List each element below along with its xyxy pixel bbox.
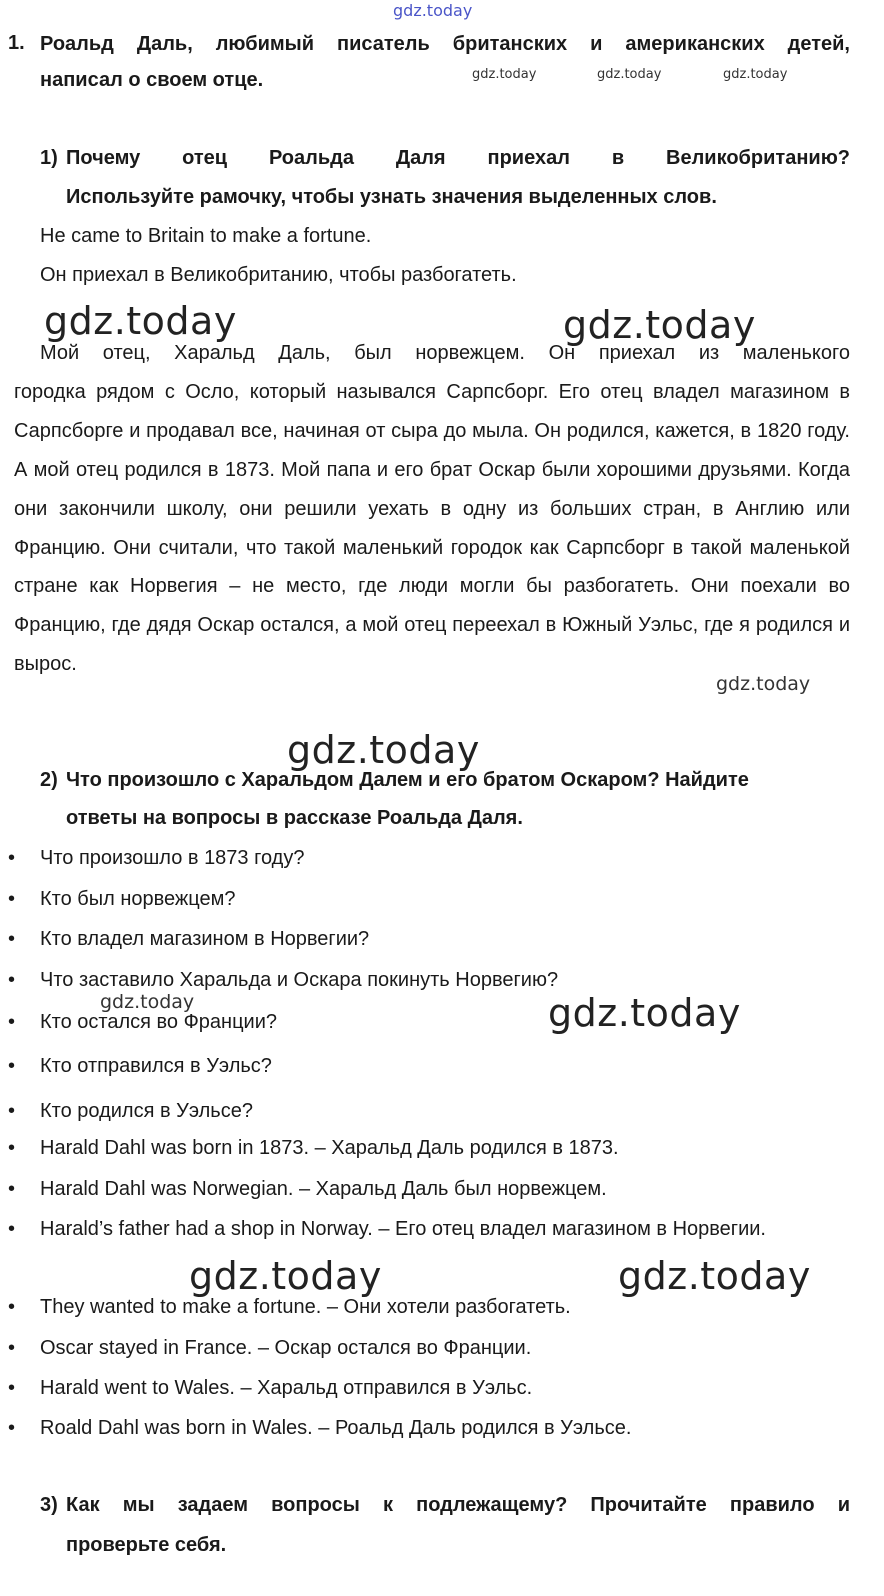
task1-question-line2: Используйте рамочку, чтобы узнать значения выделенных слов. xyxy=(66,186,717,208)
bullet-icon: • xyxy=(8,888,16,910)
bullet-icon: • xyxy=(8,1296,16,1318)
bullet-icon: • xyxy=(8,1337,16,1359)
watermark: gdz.today xyxy=(100,991,195,1013)
task3-number: 3) xyxy=(40,1494,58,1516)
bullet-icon: • xyxy=(8,1218,16,1240)
watermark: gdz.today xyxy=(287,728,480,772)
watermark: gdz.today xyxy=(393,1,473,20)
question-item: Что произошло в 1873 году? xyxy=(40,847,305,869)
answer-item: Roald Dahl was born in Wales. – Роальд Даль родился в Уэльсе. xyxy=(40,1417,632,1439)
watermark: gdz.today xyxy=(716,673,811,695)
answer-item: Harald Dahl was born in 1873. – Харальд Даль родился в 1873. xyxy=(40,1137,619,1159)
bullet-icon: • xyxy=(8,1055,16,1077)
task2-question-line2: ответы на вопросы в рассказе Роальда Даля. xyxy=(66,807,523,829)
bullet-icon: • xyxy=(8,969,16,991)
exercise-number: 1. xyxy=(8,32,25,54)
answer-item: Harald’s father had a shop in Norway. – Его отец владел магазином в Норвегии. xyxy=(40,1218,766,1240)
bullet-icon: • xyxy=(8,1417,16,1439)
answer-item: Oscar stayed in France. – Оскар остался во Франции. xyxy=(40,1337,532,1359)
bullet-icon: • xyxy=(8,1178,16,1200)
task2-question-line1: Что произошло с Харальдом Далем и его братом Оскаром? Найдите xyxy=(66,769,749,791)
bullet-icon: • xyxy=(8,1137,16,1159)
watermark: gdz.today xyxy=(618,1254,811,1298)
question-item: Кто родился в Уэльсе? xyxy=(40,1100,253,1122)
watermark: gdz.today xyxy=(723,67,788,82)
watermark: gdz.today xyxy=(597,67,662,82)
watermark: gdz.today xyxy=(472,67,537,82)
task1-answer-ru: Он приехал в Великобританию, чтобы разбогатеть. xyxy=(40,264,517,286)
answer-item: Harald went to Wales. – Харальд отправился в Уэльс. xyxy=(40,1377,533,1399)
bullet-icon: • xyxy=(8,1011,16,1033)
question-item: Кто владел магазином в Норвегии? xyxy=(40,928,370,950)
exercise-heading-line2: написал о своем отце. xyxy=(40,69,264,91)
bullet-icon: • xyxy=(8,1377,16,1399)
bullet-icon: • xyxy=(8,928,16,950)
bullet-icon: • xyxy=(8,1100,16,1122)
watermark: gdz.today xyxy=(563,303,756,347)
question-item: Что заставило Харальда и Оскара покинуть Норвегию? xyxy=(40,969,559,991)
story-first-line: Мой отец, Харальд Даль, был норвежцем. Он приехал из маленького xyxy=(40,342,850,364)
task1-question-line1: Почему отец Роальда Даля приехал в Великобританию? xyxy=(66,147,850,169)
task3-question-line1: Как мы задаем вопросы к подлежащему? Прочитайте правило и xyxy=(66,1494,850,1516)
task1-story-paragraph xyxy=(14,334,850,684)
answer-item: They wanted to make a fortune. – Они хотели разбогатеть. xyxy=(40,1296,571,1318)
task2-number: 2) xyxy=(40,769,58,791)
task3-question-line2: проверьте себя. xyxy=(66,1534,227,1556)
task1-number: 1) xyxy=(40,147,58,169)
watermark: gdz.today xyxy=(189,1254,382,1298)
story-body: городка рядом с Осло, который назывался Сарпсборг. Его отец владел магазином в Сарпсборге и продавал все, начиная от сыра до мыла. Он родился, кажется, в 1820 году. А мой отец родился в 1873. Мой папа и его брат Оскар были хорошими друзьями. Когда они закончили школу, они решили уехать в одну из больших стран, в Англию или Францию. Они считали, что такой маленький городок как Сарпсборг в такой маленькой стране как Норвегия – не место, где люди могли бы разбогатеть. Они поехали во Францию, где дядя Оскар остался, а мой отец переехал в Южный Уэльс, где я родился и вырос. xyxy=(14,380,850,676)
task1-answer-en: He came to Britain to make a fortune. xyxy=(40,225,372,247)
question-item: Кто был норвежцем? xyxy=(40,888,236,910)
bullet-icon: • xyxy=(8,847,16,869)
question-item: Кто остался во Франции? xyxy=(40,1011,278,1033)
watermark: gdz.today xyxy=(44,299,237,343)
exercise-heading-line1: Роальд Даль, любимый писатель британских и американских детей, xyxy=(40,33,850,55)
answer-item: Harald Dahl was Norwegian. – Харальд Даль был норвежцем. xyxy=(40,1178,607,1200)
question-item: Кто отправился в Уэльс? xyxy=(40,1055,272,1077)
watermark: gdz.today xyxy=(548,991,741,1035)
